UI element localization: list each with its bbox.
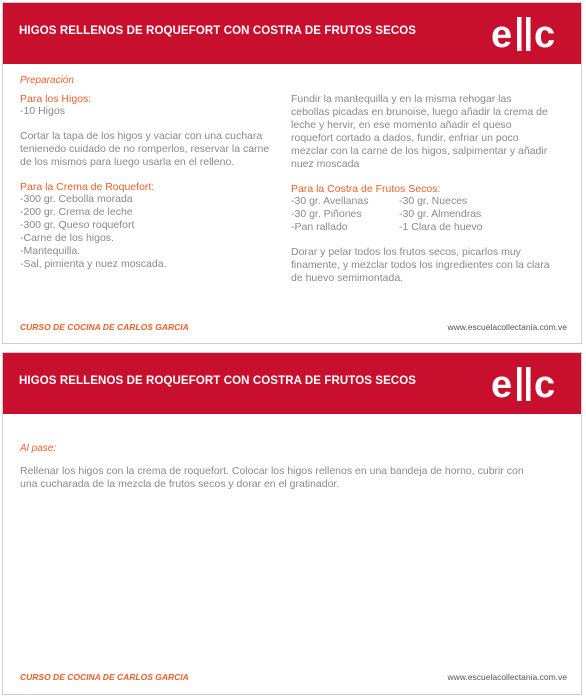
ingredient-item: -Carne de los higos.: [20, 232, 114, 244]
costra-ingredients: [291, 195, 553, 234]
higos-instructions: Cortar la tapa de los higos y vaciar con una cuchara tenienedo cuidado de no romperlos, reservar la carne de los mismos para luego usarla en el relleno.: [20, 130, 270, 168]
ellc-logo-icon: [491, 364, 567, 404]
website-url: www.escuelacollectania.com.ve: [447, 672, 567, 682]
website-url: www.escuelacollectania.com.ve: [447, 322, 567, 332]
right-column: [291, 93, 553, 285]
course-name: CURSO DE COCINA DE CARLOS GARCIA: [20, 672, 189, 682]
ellc-logo-icon: [491, 14, 567, 54]
left-column: [20, 93, 282, 271]
higos-ingredients: [20, 105, 282, 118]
ingredient-item: -30 gr. Avellanas: [291, 195, 369, 207]
svg-text:c: c: [534, 14, 556, 54]
crema-ingredients: [20, 193, 282, 271]
higos-heading: Para los Higos:: [20, 93, 92, 105]
crema-heading: Para la Crema de Roquefort:: [20, 181, 155, 193]
ingredient-item: -10 Higos: [20, 105, 65, 117]
instructions-column: [20, 465, 540, 491]
ingredient-item: -300 gr. Cebolla morada: [20, 193, 133, 205]
costra-heading: Para la Costra de Frutos Secos:: [291, 183, 441, 195]
recipe-card-al-pase: [2, 352, 582, 695]
ingredient-item: -1 Clara de huevo: [399, 221, 483, 233]
al-pase-instructions: Rellenar los higos con la crema de roquefort. Colocar los higos rellenos en una bandeja de horno, cubrir con una cucharada de la mezcla de frutos secos y dorar en el gratinador.: [20, 465, 524, 490]
section-label: Preparación: [20, 75, 74, 86]
course-name: CURSO DE COCINA DE CARLOS GARCIA: [20, 322, 189, 332]
section-label: Al pase:: [20, 443, 57, 454]
ingredient-item: -30 gr. Piñones: [291, 208, 362, 220]
costra-instructions: Dorar y pelar todos los frutos secos, picarlos muy finamente, y mezclar todos los ingredientes con la clara de huevo semimontada.: [291, 246, 550, 284]
ingredient-item: -30 gr. Almendras: [399, 208, 482, 220]
ingredient-item: -200 gr. Crema de leche: [20, 206, 133, 218]
recipe-card-preparacion: [2, 2, 582, 344]
recipe-title: HIGOS RELLENOS DE ROQUEFORT CON COSTRA DE FRUTOS SECOS: [19, 25, 417, 37]
svg-text:c: c: [534, 364, 556, 404]
svg-text:e: e: [491, 14, 513, 54]
svg-text:e: e: [491, 364, 513, 404]
crema-instructions: Fundir la mantequilla y en la misma rehogar las cebollas picadas en brunoise, luego añadir la crema de leche y hervir, en ese momento añadir el queso roquefort cortado a dados, fundir, enfriar un poco mezclar con la carne de los higos, salpimentar y añadir nuez moscada: [291, 93, 548, 170]
ingredient-item: -30 gr. Nueces: [399, 195, 468, 207]
ingredient-item: -300 gr. Queso roquefort: [20, 219, 135, 231]
ingredient-item: -Pan rallado: [291, 221, 348, 233]
ingredient-item: -Sal, pimienta y nuez moscada.: [20, 258, 167, 270]
card-header: [3, 353, 581, 414]
card-header: [3, 3, 581, 64]
ingredient-item: -Mantequilla.: [20, 245, 81, 257]
recipe-title: HIGOS RELLENOS DE ROQUEFORT CON COSTRA DE FRUTOS SECOS: [19, 375, 417, 387]
